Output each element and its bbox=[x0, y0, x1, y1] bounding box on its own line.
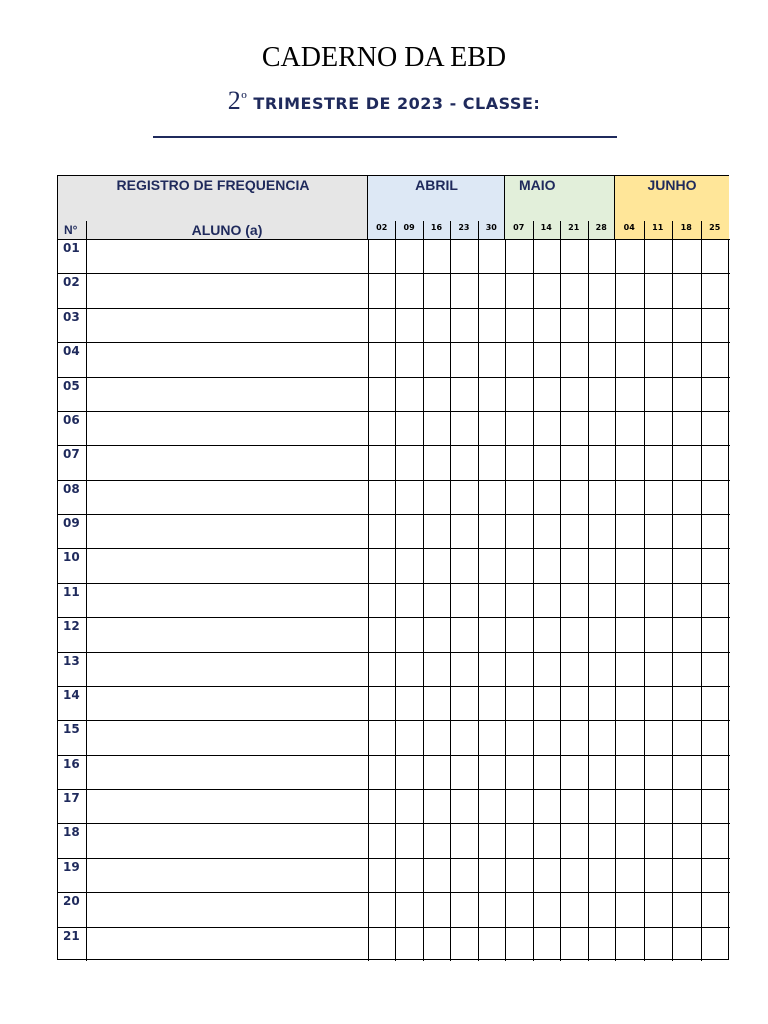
page-subtitle bbox=[0, 86, 768, 116]
aluno-col-line bbox=[368, 239, 369, 961]
aluno-name-cell[interactable] bbox=[87, 378, 367, 410]
day-label: 18 bbox=[680, 223, 692, 232]
day-divider-header bbox=[450, 221, 451, 239]
day-divider-header bbox=[644, 221, 645, 239]
day-label: 30 bbox=[485, 223, 497, 232]
month-label: ABRIL bbox=[415, 177, 458, 193]
day-col-line bbox=[588, 239, 589, 961]
row-number: 05 bbox=[63, 378, 80, 393]
numero-header: N° bbox=[64, 223, 78, 237]
day-divider-header bbox=[701, 221, 702, 239]
registro-label: REGISTRO DE FREQUENCIA bbox=[116, 177, 310, 193]
aluno-name-cell[interactable] bbox=[87, 618, 367, 650]
class-name-blank-line bbox=[153, 136, 617, 138]
subtitle-number: 2 bbox=[227, 86, 242, 115]
month-label: MAIO bbox=[519, 177, 556, 193]
row-number: 11 bbox=[63, 584, 80, 599]
aluno-name-cell[interactable] bbox=[87, 515, 367, 547]
aluno-name-cell[interactable] bbox=[87, 756, 367, 788]
attendance-table bbox=[57, 175, 729, 960]
row-number: 13 bbox=[63, 653, 80, 668]
day-label: 28 bbox=[595, 223, 607, 232]
row-number: 01 bbox=[63, 241, 80, 255]
day-divider-header bbox=[423, 221, 424, 239]
day-divider-header bbox=[672, 221, 673, 239]
day-label: 23 bbox=[458, 223, 470, 232]
aluno-name-cell[interactable] bbox=[87, 412, 367, 444]
row-number: 16 bbox=[63, 756, 80, 771]
day-divider-header bbox=[395, 221, 396, 239]
aluno-name-cell[interactable] bbox=[87, 343, 367, 375]
day-label: 07 bbox=[513, 223, 525, 232]
day-col-line bbox=[533, 239, 534, 961]
aluno-name-cell[interactable] bbox=[87, 790, 367, 822]
day-col-line bbox=[672, 239, 673, 961]
day-col-line bbox=[395, 239, 396, 961]
day-col-line bbox=[615, 239, 616, 961]
month-label: JUNHO bbox=[647, 177, 697, 193]
day-divider-header bbox=[478, 221, 479, 239]
row-number: 03 bbox=[63, 309, 80, 324]
row-number: 17 bbox=[63, 791, 80, 806]
day-col-line bbox=[478, 239, 479, 961]
day-label: 14 bbox=[540, 223, 552, 232]
aluno-name-cell[interactable] bbox=[87, 721, 367, 753]
aluno-name-cell[interactable] bbox=[87, 446, 367, 478]
day-col-line bbox=[450, 239, 451, 961]
row-number: 19 bbox=[63, 859, 80, 874]
aluno-name-cell[interactable] bbox=[87, 309, 367, 341]
aluno-name-cell[interactable] bbox=[87, 928, 367, 960]
row-number: 14 bbox=[63, 687, 80, 702]
subtitle-text: TRIMESTRE DE 2023 - CLASSE: bbox=[247, 94, 541, 113]
day-col-line bbox=[423, 239, 424, 961]
row-number: 15 bbox=[63, 722, 80, 737]
aluno-name-cell[interactable] bbox=[87, 549, 367, 581]
row-number: 04 bbox=[63, 344, 80, 359]
aluno-name-cell[interactable] bbox=[87, 240, 367, 272]
row-number: 10 bbox=[63, 550, 80, 565]
day-col-line bbox=[701, 239, 702, 961]
day-col-line bbox=[644, 239, 645, 961]
day-label: 02 bbox=[376, 223, 388, 232]
aluno-name-cell[interactable] bbox=[87, 859, 367, 891]
day-label: 21 bbox=[568, 223, 580, 232]
aluno-name-cell[interactable] bbox=[87, 274, 367, 306]
aluno-name-cell[interactable] bbox=[87, 481, 367, 513]
day-label: 09 bbox=[403, 223, 415, 232]
row-number: 08 bbox=[63, 481, 80, 496]
subtitle-ordinal: º bbox=[241, 89, 248, 109]
page-title: CADERNO DA EBD bbox=[261, 42, 507, 73]
row-number: 12 bbox=[63, 619, 80, 634]
row-number: 09 bbox=[63, 516, 80, 531]
day-col-line bbox=[560, 239, 561, 961]
row-number: 20 bbox=[63, 894, 80, 909]
aluno-name-cell[interactable] bbox=[87, 824, 367, 856]
day-label: 04 bbox=[623, 223, 635, 232]
day-divider-header bbox=[588, 221, 589, 239]
day-label: 16 bbox=[430, 223, 443, 232]
row-number: 07 bbox=[63, 447, 80, 462]
aluno-name-cell[interactable] bbox=[87, 893, 367, 925]
day-label: 25 bbox=[709, 223, 721, 232]
day-label: 11 bbox=[652, 223, 664, 232]
aluno-header: ALUNO (a) bbox=[191, 222, 263, 238]
row-number: 06 bbox=[63, 412, 80, 427]
row-number: 21 bbox=[63, 928, 80, 943]
row-number: 02 bbox=[63, 275, 80, 290]
day-divider-header bbox=[533, 221, 534, 239]
aluno-name-cell[interactable] bbox=[87, 687, 367, 719]
day-divider-header bbox=[560, 221, 561, 239]
day-col-line bbox=[505, 239, 506, 961]
aluno-name-cell[interactable] bbox=[87, 653, 367, 685]
row-number: 18 bbox=[63, 825, 80, 840]
aluno-name-cell[interactable] bbox=[87, 584, 367, 616]
